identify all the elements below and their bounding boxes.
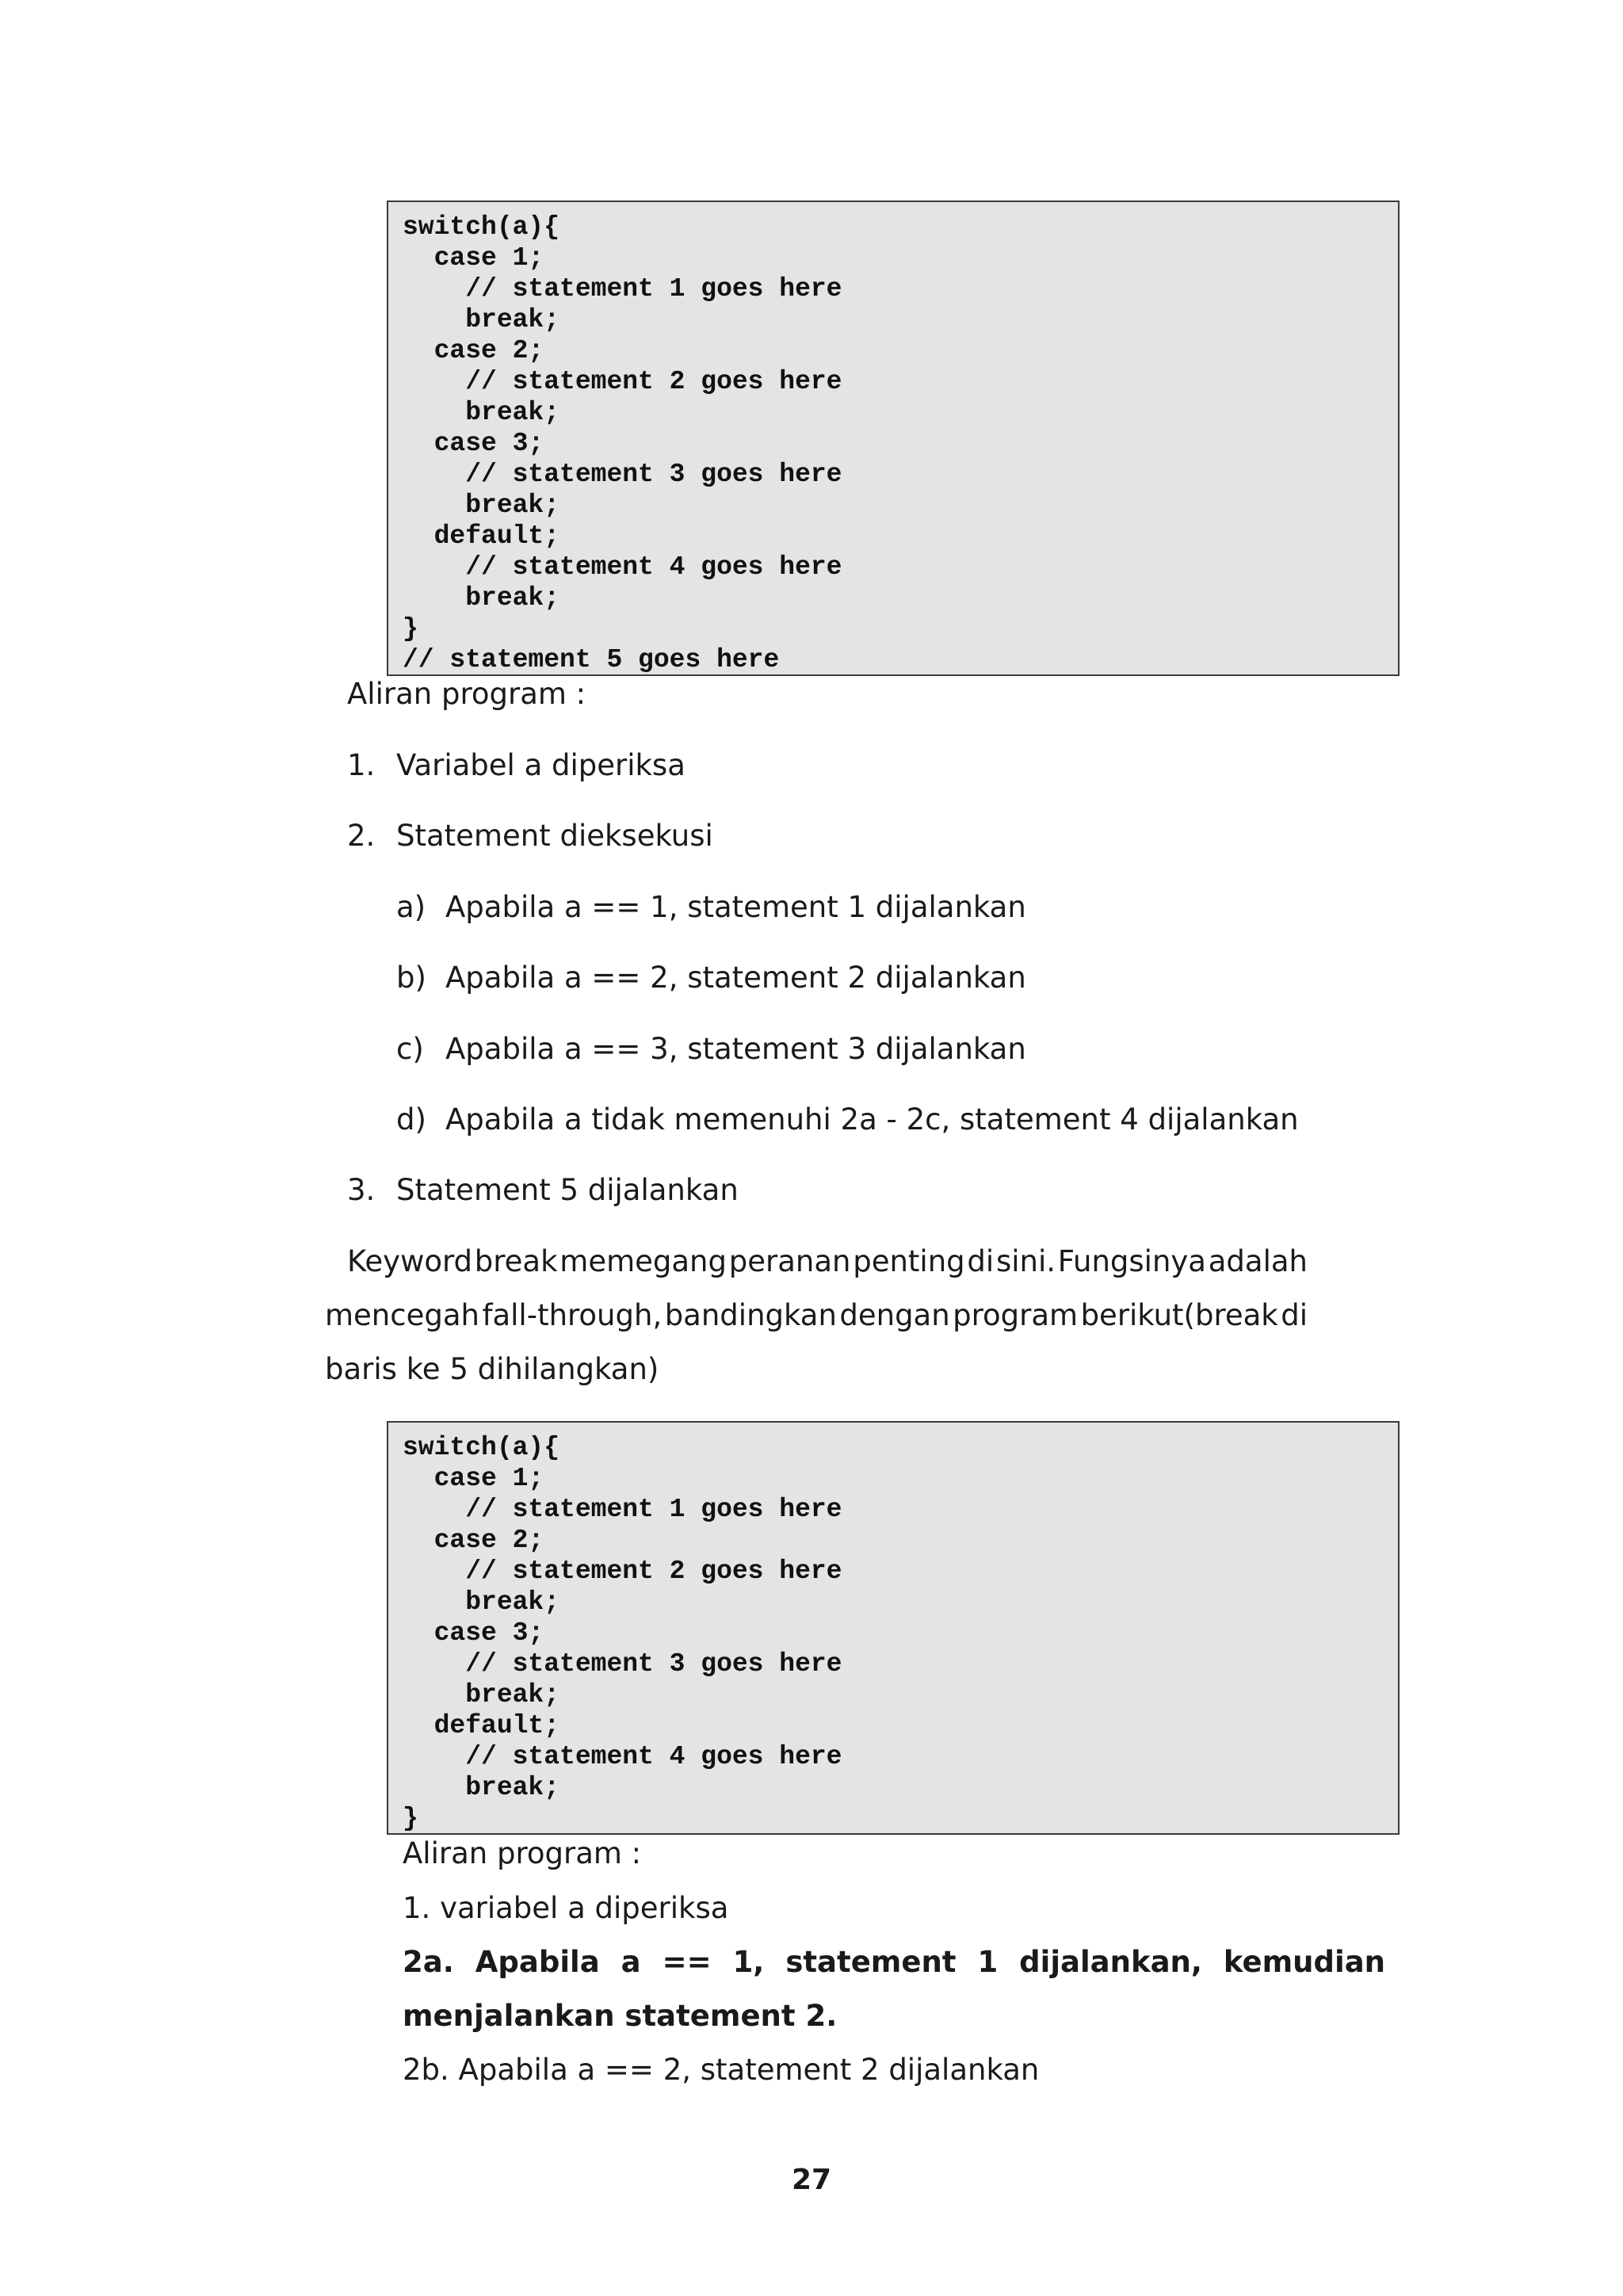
word: di [1281, 1298, 1308, 1332]
code-line: // statement 2 goes here [403, 367, 842, 396]
list-text: Variabel a diperiksa [396, 748, 685, 782]
code-line: case 1; [403, 243, 544, 273]
word: a [621, 1945, 641, 1979]
code-block-2 [387, 1421, 1400, 1835]
sub-list-item [396, 1022, 1026, 1076]
code-line: // statement 1 goes here [403, 274, 842, 304]
sub-list-number: a) [396, 890, 426, 924]
code-line: break; [403, 1680, 560, 1710]
list-item [347, 1163, 739, 1217]
code-line: default; [403, 521, 560, 551]
word: 2a. [403, 1945, 454, 1979]
list-item: 1. variabel a diperiksa [403, 1891, 729, 1925]
code-line: // statement 3 goes here [403, 1649, 842, 1679]
sub-list-number: c) [396, 1032, 424, 1066]
code-line: // statement 4 goes here [403, 1742, 842, 1771]
list-number: 1. [347, 748, 376, 782]
bold-line-2: menjalankan statement 2. [403, 1999, 838, 2033]
word: dijalankan, [1019, 1945, 1202, 1979]
code-block-1 [387, 201, 1400, 676]
code-line: case 1; [403, 1464, 544, 1493]
sub-list-text: Apabila a == 3, statement 3 dijalankan [445, 1032, 1026, 1066]
code-line: case 3; [403, 429, 544, 458]
word: penting [853, 1244, 965, 1278]
word: fall-through, [482, 1298, 663, 1332]
list-text: Statement 5 dijalankan [396, 1173, 739, 1207]
code-line: break; [403, 305, 560, 334]
word: adalah [1208, 1244, 1308, 1278]
code-line: case 2; [403, 336, 544, 365]
section-1-heading: Aliran program : [347, 677, 586, 711]
sub-list-number: b) [396, 961, 426, 995]
list-text: Statement dieksekusi [396, 819, 713, 853]
bold-list-item [403, 1935, 1385, 2043]
word: berikut(break [1080, 1298, 1278, 1332]
code-line: case 2; [403, 1526, 544, 1555]
word: di [967, 1244, 995, 1278]
code-line: // statement 5 goes here [403, 645, 780, 674]
code-line: } [403, 614, 418, 644]
word: 1, [732, 1945, 765, 1979]
code-line: } [403, 1804, 418, 1833]
word: statement [785, 1945, 957, 1979]
word: mencegah [325, 1298, 479, 1332]
sub-list-text: Apabila a == 2, statement 2 dijalankan [445, 961, 1026, 995]
code-line: break; [403, 398, 560, 427]
word: program [953, 1298, 1079, 1332]
word: peranan [728, 1244, 851, 1278]
code-line: break; [403, 491, 560, 520]
list-number: 3. [347, 1173, 376, 1207]
paragraph-line-2 [325, 1289, 1308, 1343]
bold-line-1 [403, 1935, 1385, 1989]
paragraph [325, 1235, 1308, 1396]
sub-list-number: d) [396, 1102, 426, 1137]
paragraph-line-3: baris ke 5 dihilangkan) [325, 1352, 659, 1386]
code-line: switch(a){ [403, 1433, 560, 1462]
code-line: case 3; [403, 1618, 544, 1648]
word: Apabila [475, 1945, 600, 1979]
code-line: break; [403, 583, 560, 613]
word: 1 [977, 1945, 999, 1979]
code-line: // statement 1 goes here [403, 1495, 842, 1524]
section-2-heading: Aliran program : [403, 1836, 642, 1870]
word: Fungsinya [1057, 1244, 1206, 1278]
sub-list-text: Apabila a tidak memenuhi 2a - 2c, statement 4 dijalankan [445, 1102, 1299, 1137]
code-line: // statement 2 goes here [403, 1557, 842, 1586]
page-number: 27 [791, 2164, 832, 2196]
sub-list-item [396, 1093, 1299, 1147]
word: dengan [839, 1298, 950, 1332]
list-item [347, 739, 685, 793]
sub-list-item [396, 881, 1026, 934]
list-item [347, 809, 713, 863]
code-line: switch(a){ [403, 212, 560, 242]
word: sini. [995, 1244, 1056, 1278]
paragraph-line-1 [347, 1235, 1308, 1289]
word: Keyword [347, 1244, 473, 1278]
sub-list-item [396, 951, 1026, 1005]
word: == [662, 1945, 712, 1979]
word: kemudian [1223, 1945, 1385, 1979]
sub-list-text: Apabila a == 1, statement 1 dijalankan [445, 890, 1026, 924]
word: memegang [559, 1244, 727, 1278]
code-line: break; [403, 1587, 560, 1617]
word: bandingkan [664, 1298, 837, 1332]
code-line: break; [403, 1773, 560, 1802]
code-line: // statement 4 goes here [403, 552, 842, 582]
code-line: // statement 3 goes here [403, 460, 842, 489]
list-item: 2b. Apabila a == 2, statement 2 dijalankan [403, 2053, 1040, 2087]
list-number: 2. [347, 819, 376, 853]
word: break [474, 1244, 558, 1278]
code-line: default; [403, 1711, 560, 1740]
